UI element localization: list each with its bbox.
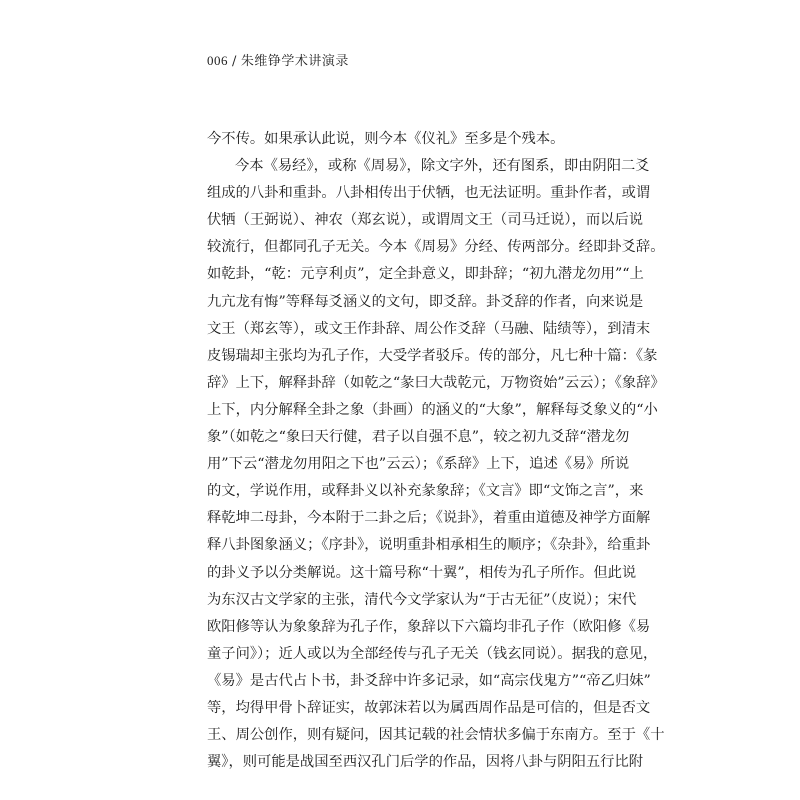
text-line: 如乾卦，“乾：元亨利贞”，定全卦意义，即卦辞；“初九潜龙勿用”“上 bbox=[207, 266, 644, 283]
text-line: 较流行，但都同孔子无关。今本《周易》分经、传两部分。经即卦爻辞。 bbox=[207, 239, 665, 256]
header-separator: / bbox=[232, 54, 237, 69]
paragraph-start-line: 今本《易经》，或称《周易》，除文字外，还有图系，即由阴阳二爻 bbox=[235, 158, 650, 175]
text-line: 王、周公创作，则有疑问，因其记载的社会情状多偏于东南方。至于《十 bbox=[207, 727, 665, 744]
book-title: 朱维铮学术讲演录 bbox=[240, 54, 349, 69]
text-line: 伏牺（王弼说）、神农（郑玄说），或谓周文王（司马迁说），而以后说 bbox=[207, 212, 644, 229]
text-line: 象”（如乾之“象曰天行健，君子以自强不息”，较之初九爻辞“潜龙勿 bbox=[207, 429, 630, 446]
body-text bbox=[207, 126, 665, 776]
text-line: 《易》是古代占卜书，卦爻辞中许多记录，如“高宗伐鬼方”“帝乙归妹” bbox=[207, 672, 651, 689]
text-line: 辞》上下，解释卦辞（如乾之“彖曰大哉乾元，万物资始”云云）；《象辞》 bbox=[207, 374, 665, 391]
text-line: 九亢龙有悔”等释每爻涵义的文句，即爻辞。卦爻辞的作者，向来说是 bbox=[207, 293, 644, 310]
text-line: 释乾坤二母卦，今本附于二卦之后；《说卦》，着重由道德及神学方面解 bbox=[207, 510, 651, 527]
text-line: 文王（郑玄等），或文王作卦辞、周公作爻辞（马融、陆绩等），到清末 bbox=[207, 320, 651, 337]
text-line: 为东汉古文学家的主张，清代今文学家认为“于古无征”（皮说）；宋代 bbox=[207, 591, 637, 608]
text-line: 用”下云“潜龙勿用阳之下也”云云）；《系辞》上下，追述《易》所说 bbox=[207, 456, 630, 473]
page-number: 006 bbox=[207, 53, 228, 68]
text-line: 等，均得甲骨卜辞证实，故郭沫若以为属西周作品是可信的，但是否文 bbox=[207, 699, 651, 716]
text-line: 释八卦图象涵义；《序卦》，说明重卦相承相生的顺序；《杂卦》，给重卦 bbox=[207, 537, 651, 554]
text-line: 童子问》）；近人或以为全部经传与孔子无关（钱玄同说）。据我的意见， bbox=[207, 645, 658, 662]
text-line: 欧阳修等认为象象辞为孔子作，象辞以下六篇均非孔子作（欧阳修《易 bbox=[207, 618, 651, 635]
text-line: 的文，学说作用，或释卦义以补充彖象辞；《文言》即“文饰之言”，来 bbox=[207, 483, 644, 500]
text-line: 组成的八卦和重卦。八卦相传出于伏牺，也无法证明。重卦作者，或谓 bbox=[207, 185, 651, 202]
text-line: 翼》，则可能是战国至西汉孔门后学的作品，因将八卦与阴阳五行比附 bbox=[207, 754, 644, 771]
text-line: 今不传。如果承认此说，则今本《仪礼》至多是个残本。 bbox=[207, 131, 565, 147]
text-line: 皮锡瑞却主张均为孔子作，大受学者驳斥。传的部分，凡七种十篇：《彖 bbox=[207, 347, 658, 364]
text-line: 的卦义予以分类解说。这十篇号称“十翼”，相传为孔子所作。但此说 bbox=[207, 564, 637, 581]
text-line: 上下，内分解释全卦之象（卦画）的涵义的“大象”，解释每爻象义的“小 bbox=[207, 401, 658, 418]
running-head bbox=[207, 50, 349, 69]
